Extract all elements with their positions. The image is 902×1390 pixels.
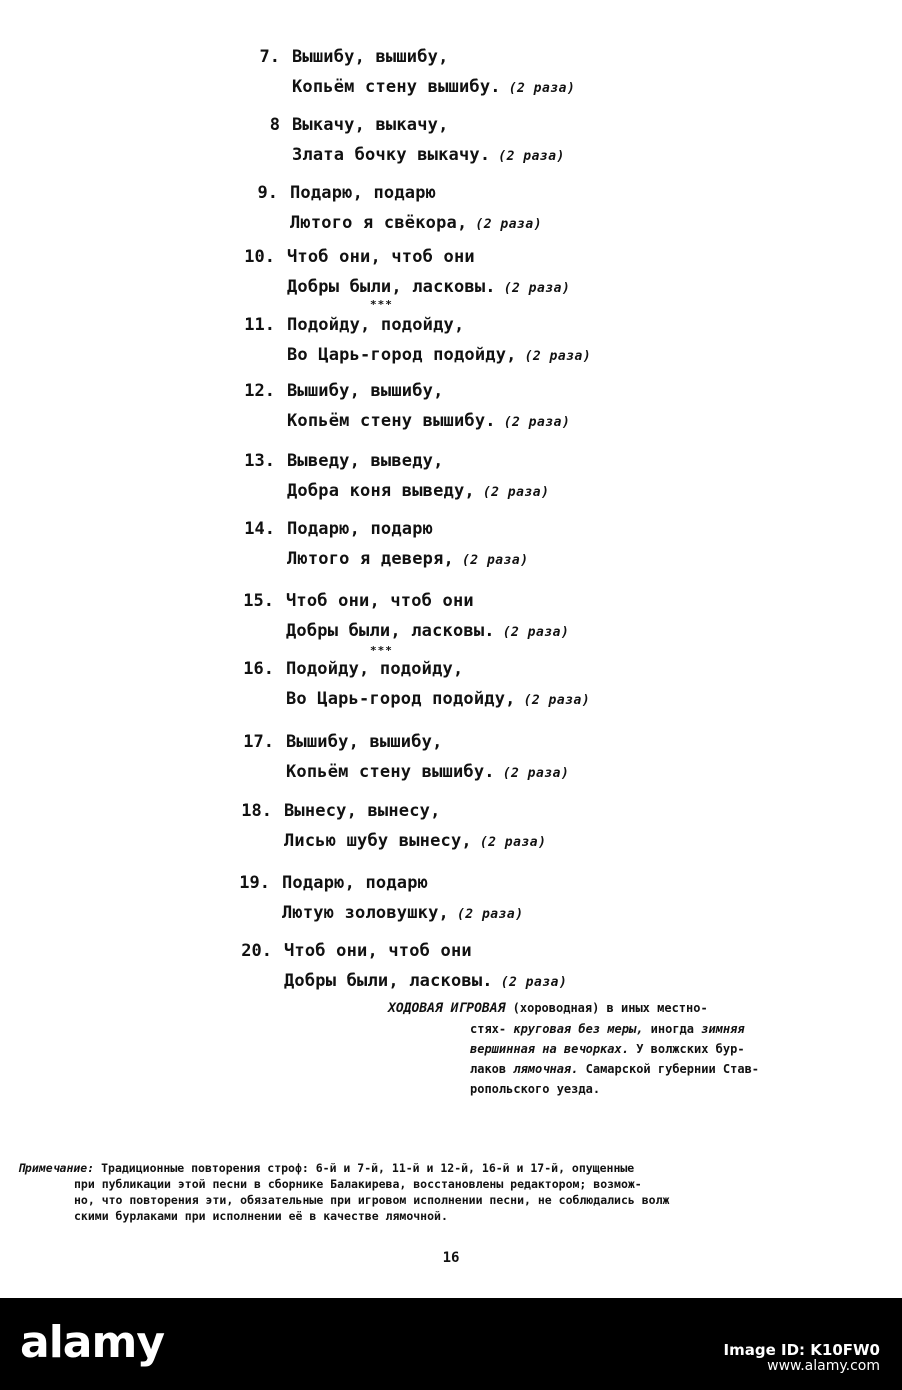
source-text: стях- bbox=[470, 1022, 507, 1036]
verse-line: Чтоб они, чтоб они bbox=[284, 941, 472, 961]
stanza-number: 16. bbox=[243, 659, 274, 679]
repeat-mark: (2 раза) bbox=[524, 349, 592, 364]
verse-line bbox=[292, 76, 575, 100]
verse-text: Добра коня выведу, bbox=[287, 481, 475, 501]
repeat-mark: (2 раза) bbox=[503, 281, 571, 296]
verse-line: Подойду, подойду, bbox=[287, 315, 465, 335]
source-text: У волжских бур- bbox=[636, 1042, 745, 1056]
verse-line bbox=[290, 212, 542, 236]
editor-note bbox=[18, 1160, 878, 1224]
verse-line bbox=[287, 276, 570, 300]
repeat-mark: (2 раза) bbox=[482, 485, 550, 500]
source-text: круговая без меры, bbox=[513, 1022, 644, 1036]
verse-line bbox=[286, 761, 569, 785]
verse-text: Злата бочку выкачу. bbox=[292, 145, 491, 165]
source-text: ропольского уезда. bbox=[470, 1082, 601, 1096]
verse-line bbox=[287, 410, 570, 434]
stanza-number: 12. bbox=[244, 381, 275, 401]
source-heading: ХОДОВАЯ ИГРОВАЯ bbox=[388, 1001, 506, 1016]
source-text: (хороводная) в иных местно- bbox=[512, 1001, 708, 1015]
separator-mark: *** bbox=[370, 644, 393, 657]
stanza-number: 13. bbox=[244, 451, 275, 471]
verse-line: Вышибу, вышибу, bbox=[292, 47, 449, 67]
image-meta bbox=[724, 1342, 880, 1374]
verse-text: Добры были, ласковы. bbox=[286, 621, 495, 641]
source-text: вершинная на вечорках. bbox=[470, 1042, 629, 1056]
verse-line bbox=[286, 620, 569, 644]
repeat-mark: (2 раза) bbox=[502, 766, 570, 781]
song-source-note bbox=[388, 998, 878, 1099]
note-text: при публикации этой песни в сборнике Балакирева, восстановлены редактором; возмож- bbox=[74, 1177, 642, 1191]
page-number: 16 bbox=[442, 1250, 460, 1266]
stanza-number: 9. bbox=[257, 183, 278, 203]
repeat-mark: (2 раза) bbox=[508, 81, 576, 96]
source-text: иногда bbox=[650, 1022, 694, 1036]
repeat-mark: (2 раза) bbox=[479, 835, 547, 850]
repeat-mark: (2 раза) bbox=[523, 693, 591, 708]
stanza-number: 15. bbox=[243, 591, 274, 611]
note-label: Примечание: bbox=[18, 1161, 95, 1175]
stanza-number: 7. bbox=[259, 47, 280, 67]
separator-mark: *** bbox=[370, 298, 393, 311]
source-text: лаков bbox=[470, 1062, 507, 1076]
verse-line bbox=[284, 970, 567, 994]
verse-line: Чтоб они, чтоб они bbox=[286, 591, 474, 611]
source-text: лямочная. bbox=[513, 1062, 579, 1076]
verse-line: Выведу, выведу, bbox=[287, 451, 444, 471]
verse-text: Во Царь-город подойду, bbox=[287, 345, 517, 365]
watermark-footer bbox=[0, 1298, 902, 1390]
verse-text: Лютого я деверя, bbox=[287, 549, 454, 569]
repeat-mark: (2 раза) bbox=[475, 217, 543, 232]
verse-line: Выкачу, выкачу, bbox=[292, 115, 449, 135]
verse-line bbox=[286, 688, 590, 712]
stanza-number: 20. bbox=[241, 941, 272, 961]
repeat-mark: (2 раза) bbox=[503, 415, 571, 430]
alamy-logo: alamy bbox=[20, 1317, 164, 1368]
verse-line bbox=[287, 548, 529, 572]
verse-text: Лютую золовушку, bbox=[282, 903, 449, 923]
verse-line: Вышибу, вышибу, bbox=[287, 381, 444, 401]
stanza-number: 17. bbox=[243, 732, 274, 752]
stanza-number: 11. bbox=[244, 315, 275, 335]
verse-line: Подарю, подарю bbox=[287, 519, 434, 539]
verse-text: Копьём стену вышибу. bbox=[292, 77, 501, 97]
verse-line: Подарю, подарю bbox=[290, 183, 437, 203]
stanza-number: 18. bbox=[241, 801, 272, 821]
note-text: но, что повторения эти, обязательные при игровом исполнении песни, не соблюдались волж bbox=[74, 1193, 670, 1207]
stanza-number: 19. bbox=[239, 873, 270, 893]
repeat-mark: (2 раза) bbox=[461, 553, 529, 568]
verse-line: Подойду, подойду, bbox=[286, 659, 464, 679]
source-text: Самарской губернии Став- bbox=[585, 1062, 760, 1076]
repeat-mark: (2 раза) bbox=[456, 907, 524, 922]
verse-line bbox=[292, 144, 565, 168]
verse-line bbox=[287, 480, 549, 504]
verse-text: Добры были, ласковы. bbox=[287, 277, 496, 297]
verse-line bbox=[287, 344, 591, 368]
stanza-number: 8 bbox=[269, 115, 280, 135]
image-id: Image ID: K10FW0 bbox=[723, 1341, 880, 1359]
source-text: зимняя bbox=[701, 1022, 745, 1036]
repeat-mark: (2 раза) bbox=[498, 149, 565, 164]
source-url: www.alamy.com bbox=[767, 1358, 880, 1374]
verse-line bbox=[282, 902, 524, 926]
verse-text: Лисью шубу вынесу, bbox=[284, 831, 472, 851]
stanza-number: 10. bbox=[244, 247, 275, 267]
stanza-number: 14. bbox=[244, 519, 275, 539]
verse-line bbox=[284, 830, 546, 854]
verse-line: Вынесу, вынесу, bbox=[284, 801, 441, 821]
repeat-mark: (2 раза) bbox=[502, 625, 570, 640]
verse-line: Подарю, подарю bbox=[282, 873, 429, 893]
verse-text: Добры были, ласковы. bbox=[284, 971, 493, 991]
verse-text: Копьём стену вышибу. bbox=[286, 762, 495, 782]
note-text: Традиционные повторения строф: 6-й и 7-й, 11-й и 12-й, 16-й и 17-й, опущенные bbox=[101, 1161, 635, 1175]
verse-line: Чтоб они, чтоб они bbox=[287, 247, 475, 267]
verse-line: Вышибу, вышибу, bbox=[286, 732, 443, 752]
verse-text: Копьём стену вышибу. bbox=[287, 411, 496, 431]
repeat-mark: (2 раза) bbox=[500, 975, 568, 990]
verse-text: Лютого я свёкора, bbox=[290, 213, 468, 233]
note-text: скими бурлаками при исполнении её в качестве лямочной. bbox=[74, 1209, 448, 1223]
verse-text: Во Царь-город подойду, bbox=[286, 689, 516, 709]
